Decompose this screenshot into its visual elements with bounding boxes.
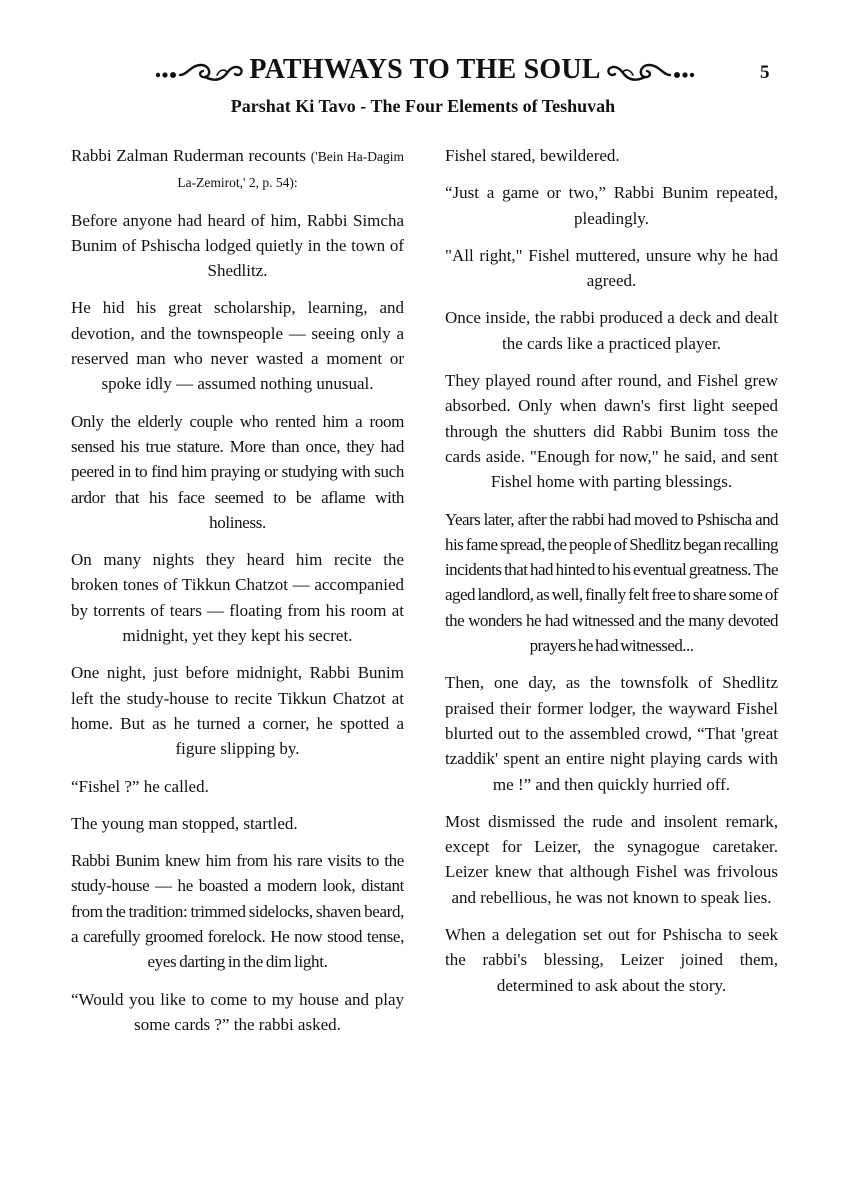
paragraph: Most dismissed the rude and insolent remark, except for Leizer, the synagogue caretaker. Leizer knew that although Fishel was frivolous and rebellious, he was not known to speak lies. [445, 811, 778, 907]
paragraph: Rabbi Bunim knew him from his rare visits to the study-house — he boasted a modern look, distant from the tradition: trimmed sidelocks, shaven beard, a carefully groomed forelock. He now stood tense, eyes darting in the dim light. [71, 851, 404, 972]
masthead [130, 52, 720, 88]
paragraph: Only the elderly couple who rented him a room sensed his true stature. More than once, they had peered in to find him praying or studying with such ardor that his face seemed to be aflame with holiness. [71, 411, 404, 532]
paragraph: Years later, after the rabbi had moved to Pshischa and his fame spread, the people of Shedlitz began recalling incidents that had hinted to his eventual greatness. The aged landlord, as well, finally felt free to share some of the wonders he had witnessed and the many devoted prayers he had witnessed... [445, 509, 778, 656]
masthead-title: PATHWAYS TO THE SOUL [249, 54, 601, 85]
paragraph: They played round after round, and Fishel grew absorbed. Only when dawn's first light seeped through the shutters did Rabbi Bunim toss the cards aside. "Enough for now," he said, and sent Fishel home with parting blessings. [445, 371, 778, 492]
paragraph: On many nights they heard him recite the broken tones of Tikkun Chatzot — accompanied by torrents of tears — floating from his room at midnight, yet they kept his secret. [71, 550, 404, 646]
intro-text: Rabbi Zalman Ruderman recounts [71, 146, 307, 165]
intro-citation: ('Bein Ha-Dagim La-Zemirot,' 2, p. 54): [177, 149, 405, 191]
paragraph: When a delegation set out for Pshischa to seek the rabbi's blessing, Leizer joined them, determined to ask about the story. [445, 925, 778, 995]
right-column [445, 143, 778, 1010]
paragraph: “Fishel ?” he called. [71, 776, 209, 796]
paragraph: Before anyone had heard of him, Rabbi Simcha Bunim of Pshischa lodged quietly in the town of Shedlitz. [71, 210, 404, 281]
paragraph: Once inside, the rabbi produced a deck and dealt the cards like a practiced player. [445, 308, 778, 353]
page-number: 5 [760, 62, 770, 83]
paragraph: Fishel stared, bewildered. [445, 146, 620, 165]
article-subtitle: Parshat Ki Tavo - The Four Elements of Teshuvah [230, 96, 616, 116]
paragraph: “Just a game or two,” Rabbi Bunim repeated, pleadingly. [445, 183, 778, 228]
page-header [0, 52, 846, 88]
paragraph: The young man stopped, startled. [71, 813, 298, 833]
paragraph: Then, one day, as the townsfolk of Shedlitz praised their former lodger, the wayward Fishel blurted out to the assembled crowd, “That 'great tzaddik' spent an entire night playing cards with me !” and then quickly hurried off. [445, 673, 778, 794]
paragraph: "All right," Fishel muttered, unsure why he had agreed. [445, 245, 778, 291]
paragraph: “Would you like to come to my house and play some cards ?” the rabbi asked. [71, 989, 404, 1034]
paragraph: He hid his great scholarship, learning, and devotion, and the townspeople — seeing only a reserved man who never wasted a moment or spoke idly — assumed nothing unusual. [71, 298, 404, 394]
intro-paragraph [71, 143, 404, 196]
paragraph: One night, just before midnight, Rabbi Bunim left the study-house to recite Tikkun Chatzot at home. But as he turned a corner, he spotted a figure slipping by. [71, 663, 404, 759]
left-column [71, 143, 404, 1049]
scroll-flourish-left-icon [155, 55, 243, 85]
scroll-flourish-right-icon [607, 55, 695, 85]
